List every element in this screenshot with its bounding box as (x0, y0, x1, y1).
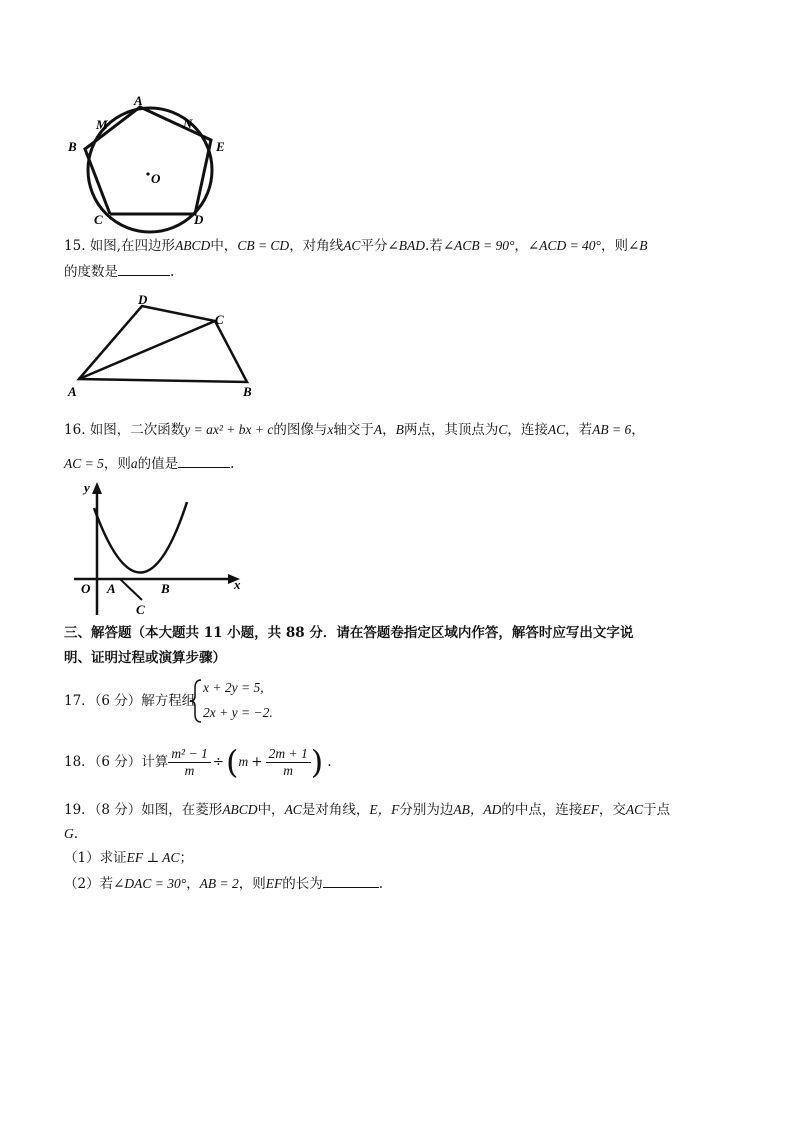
section-3-heading-line1: 三、解答题（本大题共 11 小题，共 88 分．请在答题卷指定区域内作答，解答时应写出文字说 (64, 625, 634, 641)
q19-ef2: EF (582, 802, 599, 817)
label-x: x (234, 577, 241, 592)
q19-p2-sep: ， (186, 876, 200, 892)
q19-text2: 中， (257, 802, 285, 818)
q17-equation-2: 2x + y = −2. (203, 705, 273, 720)
label-o: O (81, 581, 91, 596)
q18-label: 18．（6 分）计算 (64, 754, 169, 770)
section-3-heading-line2: 明、证明过程或演算步骤） (64, 650, 226, 666)
q19-part2 (64, 873, 383, 894)
q19-p2-text: 的长为 (282, 876, 323, 892)
q19-ac2: AC (625, 802, 644, 817)
q17-label: 17．（6 分）解方程组 (64, 693, 196, 709)
q15-text3: ，对角线 (289, 238, 344, 254)
label-c: C (215, 312, 224, 327)
q16-text3: 轴交于 (333, 422, 374, 438)
q19-answer-blank[interactable] (323, 873, 379, 888)
label-b: B (68, 139, 77, 154)
q16-c: C (498, 422, 508, 437)
q19-l2end: . (73, 826, 79, 842)
q18-divide: ÷ (212, 754, 225, 770)
q15-text4: 平分 (360, 238, 388, 254)
q19-p2-then: ，则 (238, 876, 266, 892)
q19-line2 (64, 824, 78, 844)
label-a: A (134, 93, 143, 108)
q16-equation: y = ax² + bx + c (184, 422, 274, 437)
q15-acd: ∠ACD = 40° (527, 238, 601, 253)
label-a: A (68, 384, 77, 399)
q15-b: ∠B (627, 238, 648, 253)
q18-den1: m (184, 762, 195, 778)
label-b: B (161, 581, 170, 596)
q18-paren-left: ( (226, 743, 239, 781)
q16-text6: ，连接 (507, 422, 548, 438)
q19-abcd: ABCD (222, 802, 258, 817)
q18-end: . (327, 754, 332, 770)
q16-text8: ， (631, 422, 645, 438)
q19-p2-angle: ∠DAC = 30° (113, 876, 187, 891)
q19-g: G (64, 826, 74, 841)
q15-number: 15 (64, 238, 82, 254)
q19-abad: AB，AD (453, 802, 502, 817)
q19-ef: E，F (369, 802, 400, 817)
q18-paren-right: ) (310, 743, 324, 781)
q16-number: 16 (64, 422, 82, 438)
q15-end: . (170, 264, 175, 280)
label-y: y (84, 480, 90, 495)
q16-text10: 的值是 (137, 456, 179, 472)
q16-ac5: AC = 5 (64, 456, 104, 471)
label-c: C (94, 212, 103, 227)
q15-text2: 中， (210, 238, 238, 254)
q19-p1-label: （1）求证 (64, 850, 127, 866)
q19-ac: AC (284, 802, 302, 817)
q19-text5: 的中点，连接 (501, 802, 583, 818)
q16-text7: ，若 (565, 422, 593, 438)
q16-text1: . 如图，二次函数 (81, 422, 185, 438)
q16-text5: 两点，其顶点为 (403, 422, 499, 438)
q18-expression (64, 742, 331, 782)
q16-a: A (373, 422, 383, 437)
q15-line2: 的度数是 (64, 264, 118, 280)
q18-den2: m (283, 762, 294, 778)
q15-text5: .若 (425, 238, 443, 254)
q19-p1-expr: EF ⊥ AC (126, 850, 180, 865)
q16-text2: 的图像与 (273, 422, 328, 438)
q19-line1 (64, 800, 670, 820)
q19-text1: 19．（8 分）如图，在菱形 (64, 802, 223, 818)
q15-ac: AC (343, 238, 361, 253)
q18-num2: 2m + 1 (266, 746, 311, 763)
q19-p2-ef: EF (265, 876, 283, 891)
q15-text6: ， (514, 238, 528, 254)
label-d: D (138, 292, 148, 307)
q19-text6: ，交 (598, 802, 626, 818)
q19-part1 (64, 848, 193, 868)
q16-text4: ， (382, 422, 396, 438)
q16-ab: AB = 6 (592, 422, 632, 437)
q19-text3: 是对角线， (301, 802, 370, 818)
q17-equation-1: x + 2y = 5, (203, 680, 264, 695)
label-c: C (136, 602, 145, 617)
q16-end: . (230, 456, 235, 472)
q19-p1-end: ； (179, 850, 194, 866)
label-a: A (107, 581, 116, 596)
q15-acb: ∠ACB = 90° (442, 238, 515, 253)
q19-text7: 于点 (643, 802, 671, 818)
label-e: E (216, 139, 225, 154)
label-n: N (183, 116, 193, 131)
label-d: D (194, 212, 204, 227)
q16-text9: ，则 (103, 456, 131, 472)
q16-av: a (130, 456, 138, 471)
q19-text4: 分别为边 (399, 802, 454, 818)
label-o: O (151, 171, 161, 186)
q16-ac: AC (547, 422, 566, 437)
label-b: B (243, 384, 252, 399)
q18-fraction-2 (266, 746, 311, 779)
q15-abcd: ABCD (175, 238, 211, 253)
q18-num1: m² − 1 (168, 746, 210, 763)
q16-x: x (327, 422, 334, 437)
q15-cond1: CB = CD (237, 238, 290, 253)
q18-m: m (238, 754, 249, 769)
q19-p2-end: . (378, 876, 384, 892)
label-m: M (96, 117, 108, 132)
q19-p2-ab: AB = 2 (199, 876, 239, 891)
q18-plus: + (251, 754, 263, 770)
q19-p2-label: （2）若 (64, 876, 114, 892)
q16-b: B (395, 422, 404, 437)
q15-text7: ，则 (600, 238, 628, 254)
q15-text: . 如图,在四边形 (81, 238, 176, 254)
q18-fraction-1 (168, 746, 210, 779)
q15-bad: ∠BAD (387, 238, 426, 253)
